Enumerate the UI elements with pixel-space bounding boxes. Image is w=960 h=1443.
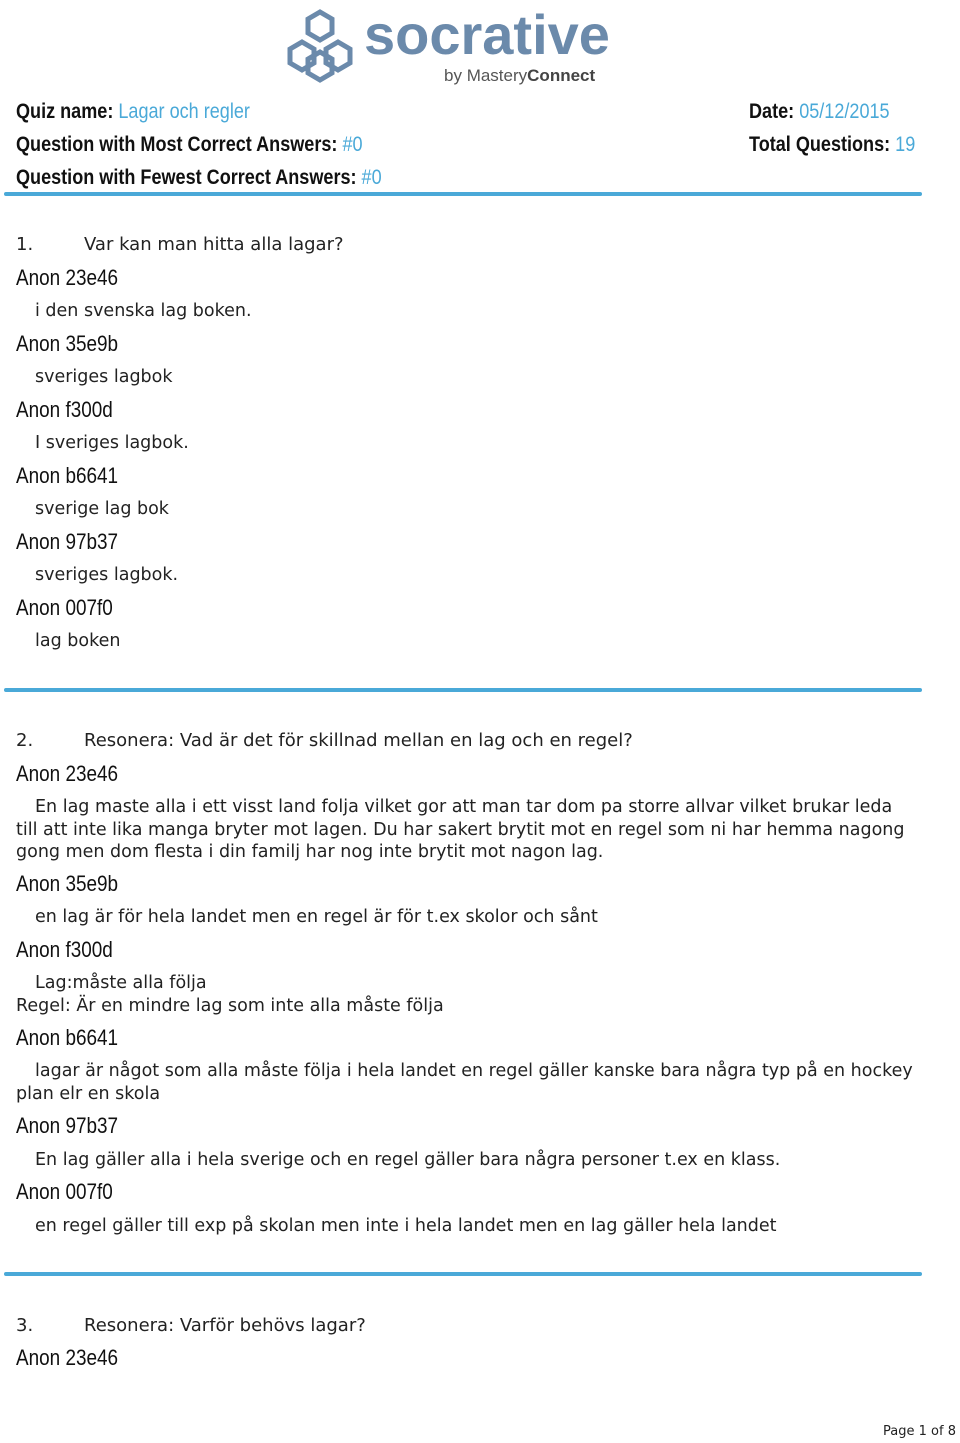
quiz-date: Date: 05/12/2015	[749, 100, 890, 123]
hexagon-molecule-icon	[280, 6, 360, 86]
respondent-name: Anon 97b37	[16, 529, 119, 554]
most-correct: Question with Most Correct Answers: #0	[16, 133, 363, 156]
respondent-name: Anon 23e46	[16, 265, 119, 290]
respondent-name: Anon f300d	[16, 937, 113, 962]
answer-text: Lag:måste alla följa Regel: Är en mindre lag som inte alla måste följa	[16, 973, 444, 1016]
question-divider	[4, 1272, 922, 1276]
answer-text: lag boken	[35, 631, 121, 651]
socrative-logo	[280, 3, 650, 88]
respondent-name: Anon 23e46	[16, 1345, 119, 1370]
question-number: 2.	[16, 730, 34, 751]
respondent-name: Anon b6641	[16, 463, 119, 488]
answer-text: I sveriges lagbok.	[35, 433, 189, 453]
logo-byline: by MasteryConnect	[444, 66, 596, 85]
respondent-name: Anon b6641	[16, 1025, 119, 1050]
answer-text: En lag maste alla i ett visst land folja vilket gor att man tar dom pa storre allvar vilket brukar leda till att inte lika manga bryter mot lagen. Du har sakert brytit mot en regel som ni har hemma nagong gong men dom flesta i din familj har nog inte brytit mot nagon lag.	[16, 797, 905, 862]
header-divider	[4, 192, 922, 196]
respondent-name: Anon 007f0	[16, 1179, 113, 1204]
answer-text: sveriges lagbok.	[35, 565, 179, 585]
question-divider	[4, 688, 922, 692]
answer-text: en lag är för hela landet men en regel är för t.ex skolor och sånt	[35, 907, 598, 927]
fewest-correct: Question with Fewest Correct Answers: #0	[16, 166, 382, 189]
answer-text: en regel gäller till exp på skolan men inte i hela landet men en lag gäller hela landet	[35, 1216, 777, 1236]
answer-text: sverige lag bok	[35, 499, 169, 519]
question-number: 3.	[16, 1315, 34, 1336]
question-text: Resonera: Vad är det för skillnad mellan en lag och en regel?	[84, 730, 633, 751]
answer-text: sveriges lagbok	[35, 367, 173, 387]
answer-text: En lag gäller alla i hela sverige och en regel gäller bara några personer t.ex en klass.	[35, 1150, 781, 1170]
answer-text: i den svenska lag boken.	[35, 301, 252, 321]
logo-wordmark: socrative	[364, 3, 610, 66]
respondent-name: Anon f300d	[16, 397, 113, 422]
question-number: 1.	[16, 234, 34, 255]
quiz-name: Quiz name: Lagar och regler	[16, 100, 250, 123]
total-questions: Total Questions: 19	[749, 133, 916, 156]
question-text: Var kan man hitta alla lagar?	[84, 234, 344, 255]
respondent-name: Anon 35e9b	[16, 331, 119, 356]
answer-text: lagar är något som alla måste följa i hela landet en regel gäller kanske bara några typ på en hockey plan elr en skola	[16, 1061, 913, 1104]
question-text: Resonera: Varför behövs lagar?	[84, 1315, 366, 1336]
page-indicator: Page 1 of 8	[883, 1424, 956, 1439]
respondent-name: Anon 35e9b	[16, 871, 119, 896]
respondent-name: Anon 97b37	[16, 1113, 119, 1138]
respondent-name: Anon 007f0	[16, 595, 113, 620]
respondent-name: Anon 23e46	[16, 761, 119, 786]
